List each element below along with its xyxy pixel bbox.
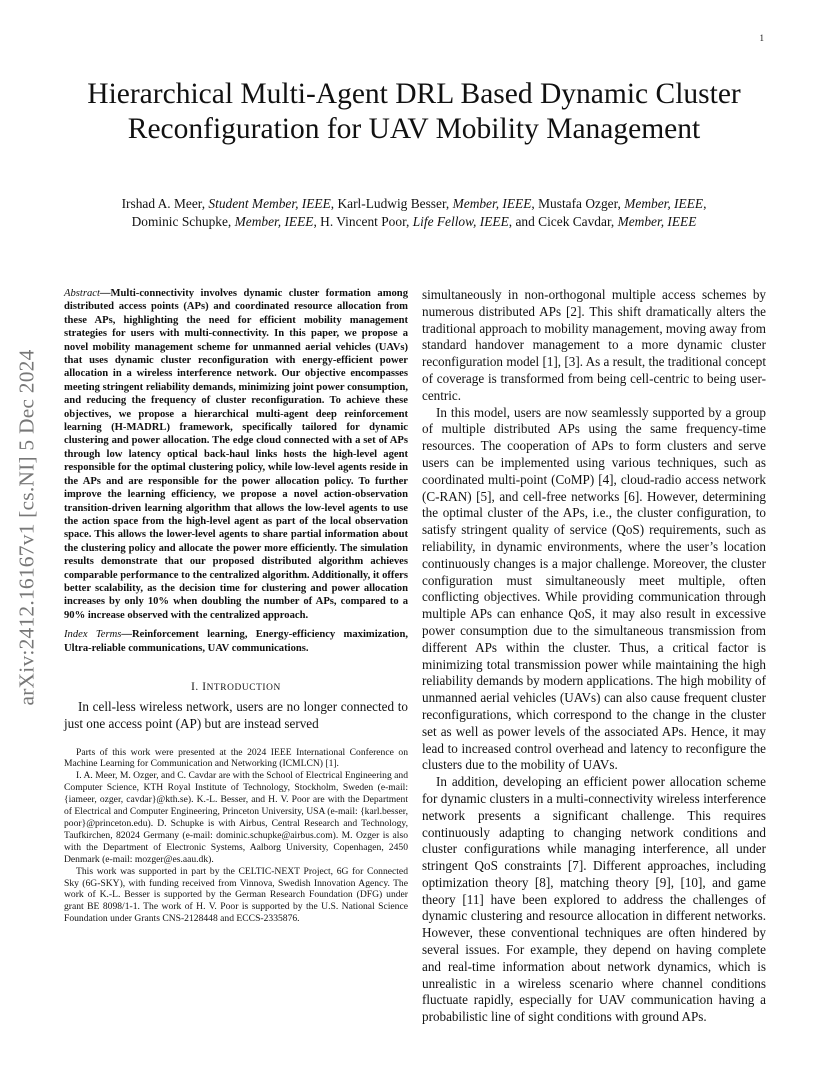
paper-title: Hierarchical Multi-Agent DRL Based Dynamic Cluster Reconfiguration for UAV Mobility Management [87,78,741,145]
section-initial: I [202,680,207,693]
author-name: Mustafa Ozger, [538,196,625,211]
body-paragraph: simultaneously in non-orthogonal multiple access schemes by numerous distributed APs [2]. This shift dramatically alters the traditional approach to mobility management, moving away from standard handover management to a more dynamic cluster reconfiguration model [1], [3]. As a result, the traditional concept of coverage is transformed from being cell-centric to being user-centric. [422,287,766,403]
intro-paragraph: In cell-less wireless network, users are no longer connected to just one access point (AP) but are instead served [64,698,408,731]
index-terms [64,628,408,655]
author-name: H. Vincent Poor, [320,214,413,229]
author-list [60,195,768,231]
author-name: Dominic Schupke, [131,214,235,229]
author-name: and Cicek Cavdar, [515,214,618,229]
author-separator: , [508,214,516,229]
author-separator: , [703,196,707,211]
author-separator: , [330,196,338,211]
left-column [64,287,408,925]
section-title-rest: NTRODUCTION [206,682,281,693]
footnote: I. A. Meer, M. Ozger, and C. Cavdar are with the School of Electrical Engineering and Computer Science, KTH Royal Institute of Technology, Stockholm, Sweden (e-mail: {iameer, ozger, cavdar}@kth.se). K.-L. Besser, and H. V. Poor are with the Department of Electrical and Computer Engineering, Princeton University, USA (e-mail: {karl.besser, poor}@princeton.edu). D. Schupke is with Airbus, Central Research and Technology, Taufkirchen, 82024 Germany (e-mail: dominic.schupke@airbus.com). M. Ozger is also with the Department of Electronic Systems, Aalborg University, Copenhagen, 2450 Denmark (e-mail: mozger@es.aau.dk). [64,770,408,865]
body-paragraph: In this model, users are now seamlessly supported by a group of multiple distributed APs using the same frequency-time resources. The cooperation of APs to form clusters and serve users can be implemented using various techniques, such as coordinated multi-point (CoMP) [4], cloud-radio access network (C-RAN) [5], and cell-free networks [6]. However, determining the optimal cluster of the APs, i.e., the cluster configuration, to satisfy stringent quality of service (QoS) requirements, such as reliability, in dynamic environments, where the user’s location continuously changes is a major challenge. Moreover, the cluster configuration must simultaneously meet multiple, often conflicting objectives. While providing communication through multiple APs can enhance QoS, it may also result in excessive power consumption due to the simultaneous transmission from different APs within the cluster. Thus, a critical factor is minimizing total transmission power while maintaining the high reliability demands by modern applications. The high mobility of unmanned aerial vehicles (UAVs) can also cause frequent cluster reconfigurations, which correspond to the change in the cluster set as well as power levels of the associated APs. Hence, it may lead to increased control overhead and latency to reconfigure the clusters due to the mobility of UAVs. [422,404,766,773]
author-role: Life Fellow, IEEE [412,214,509,229]
footnote: This work was supported in part by the CELTIC-NEXT Project, 6G for Connected Sky (6G-SKY), with funding received from Vinnova, Swedish Innovation Agency. The work of K.-L. Besser is supported by the German Research Foundation (DFG) under grant BE 8098/1-1. The work of H. V. Poor is supported by the U.S. National Science Foundation under Grants CNS-2128448 and ECCS-2335876. [64,865,408,925]
abstract [64,287,408,622]
author-role: Member, IEEE [452,196,532,211]
section-heading [64,681,408,693]
section-numeral: I. [191,680,203,693]
page-number: 1 [759,33,764,43]
footnotes [64,747,408,926]
author-separator: , [313,214,321,229]
author-role: Student Member, IEEE [208,196,331,211]
author-separator: , [531,196,539,211]
abstract-text: —Multi-connectivity involves dynamic cluster formation among distributed access points (APs) and coordinated resource allocation from these APs, highlighting the need for efficient mobility management strategies for users with multi-connectivity. In this paper, we propose a novel mobility management scheme for unmanned aerial vehicles (UAVs) that uses dynamic cluster reconfiguration with energy-efficient power allocation in a wireless interference network. Our objective encompasses meeting stringent reliability demands, minimizing joint power consumption, and reducing the frequency of cluster reconfiguration. To achieve these objectives, we propose a hierarchical multi-agent deep reinforcement learning (H-MADRL) framework, specifically tailored for dynamic clustering and power allocation. The edge cloud connected with a set of APs through low latency optical back-haul links hosts the high-level agent responsible for the optimal clustering policy, while low-level agents reside in the APs and are responsible for the power allocation policy. To further improve the learning efficiency, we propose a novel action-observation transition-driven learning algorithm that allows the low-level agents to use the action space from the high-level agent as part of the local observation space. This allows the lower-level agents to share partial information about the clustering policy and allocate the power more efficiently. The simulation results demonstrate that our proposed distributed algorithm achieves comparable performance to the centralized algorithm. Additionally, it offers better scalability, as the decision time for clustering and power allocation increases by only 10% when doubling the number of APs, compared to a 90% increase observed with the centralized approach. [64,288,408,621]
author-role: Member, IEEE [624,196,704,211]
abstract-label: Abstract [64,288,100,299]
right-column [422,287,766,1026]
author-name: Irshad A. Meer, [121,196,209,211]
arxiv-stamp-text: arXiv:2412.16167v1 [cs.NI] 5 Dec 2024 [14,348,39,706]
author-role: Member, IEEE [617,214,697,229]
index-terms-text: —Reinforcement learning, Energy-efficiency maximization, Ultra-reliable communications, UAV communications. [64,629,408,654]
arxiv-stamp [6,296,48,758]
footnote: Parts of this work were presented at the 2024 IEEE International Conference on Machine Learning for Communication and Networking (ICMLCN) [1]. [64,746,408,770]
body-paragraph: In addition, developing an efficient power allocation scheme for dynamic clusters in a multi-connectivity wireless interference network presents a significant challenge. This requires continuously adapting to changing network conditions and cluster configurations while managing interference, all under stringent QoS constraints [7]. Different approaches, including optimization theory [8], matching theory [9], [10], and game theory [11] have been explored to address the challenges of dynamic clustering and resource allocation in different networks. However, these conventional techniques are often hindered by several issues. For example, they depend on having complete and real-time information about network dynamics, which is unrealistic in a wireless scenario where channel conditions fluctuate rapidly, especially for UAV communication having a probabilistic line of sight conditions with ground APs. [422,774,766,1025]
author-role: Member, IEEE [234,214,314,229]
author-name: Karl-Ludwig Besser, [337,196,453,211]
index-terms-label: Index Terms [64,629,122,641]
